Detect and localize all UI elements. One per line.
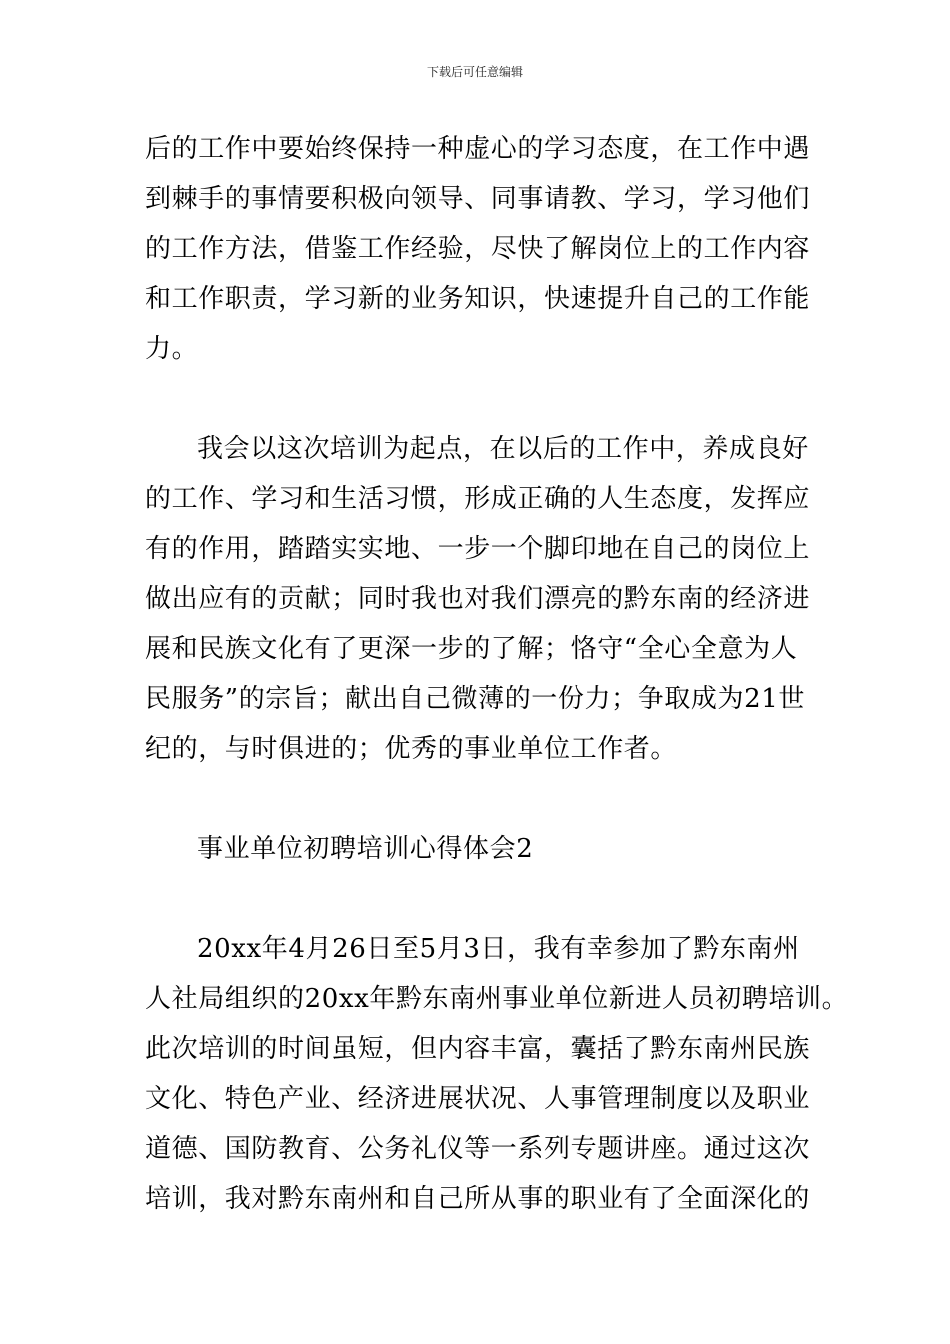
text-line: 的工作方法，借鉴工作经验，尽快了解岗位上的工作内容 xyxy=(145,234,811,264)
text-line: 人社局组织的20xx年黔东南州事业单位新进人员初聘培训。 xyxy=(145,984,849,1014)
text-line: 有的作用，踏踏实实地、一步一个脚印地在自己的岗位上 xyxy=(145,534,811,564)
paragraph-spacer xyxy=(145,874,810,924)
text-line: 民服务”的宗旨；献出自己微薄的一份力；争取成为21世 xyxy=(145,684,805,714)
text-line: 力。 xyxy=(145,334,199,364)
document-body xyxy=(145,124,849,1224)
text-line: 道德、国防教育、公务礼仪等一系列专题讲座。通过这次 xyxy=(145,1134,811,1164)
text-line: 展和民族文化有了更深一步的了解；恪守“全心全意为人 xyxy=(145,634,798,664)
text-line: 到棘手的事情要积极向领导、同事请教、学习，学习他们 xyxy=(145,184,811,214)
text-line: 此次培训的时间虽短，但内容丰富，囊括了黔东南州民族 xyxy=(145,1034,811,1064)
paragraph-continuation xyxy=(145,124,810,374)
text-line: 纪的，与时俱进的；优秀的事业单位工作者。 xyxy=(145,734,678,764)
text-line: 的工作、学习和生活习惯，形成正确的人生态度，发挥应 xyxy=(145,484,811,514)
text-line: 后的工作中要始终保持一种虚心的学习态度，在工作中遇 xyxy=(145,134,811,164)
paragraph-spacer xyxy=(145,774,810,824)
text-line: 我会以这次培训为起点，在以后的工作中，养成良好 xyxy=(197,434,809,464)
text-line: 和工作职责，学习新的业务知识，快速提升自己的工作能 xyxy=(145,284,811,314)
text-line: 20xx年4月26日至5月3日，我有幸参加了黔东南州 xyxy=(197,934,800,964)
paragraph-conclusion xyxy=(145,424,810,774)
text-line: 培训，我对黔东南州和自己所从事的职业有了全面深化的 xyxy=(145,1184,811,1214)
paragraph-training-intro xyxy=(145,924,849,1224)
section-title: 事业单位初聘培训心得体会2 xyxy=(197,834,534,864)
text-line: 做出应有的贡献；同时我也对我们漂亮的黔东南的经济进 xyxy=(145,584,811,614)
page-header: 下载后可任意编辑 xyxy=(426,65,523,79)
paragraph-spacer xyxy=(145,374,810,424)
text-line: 文化、特色产业、经济进展状况、人事管理制度以及职业 xyxy=(145,1084,811,1114)
